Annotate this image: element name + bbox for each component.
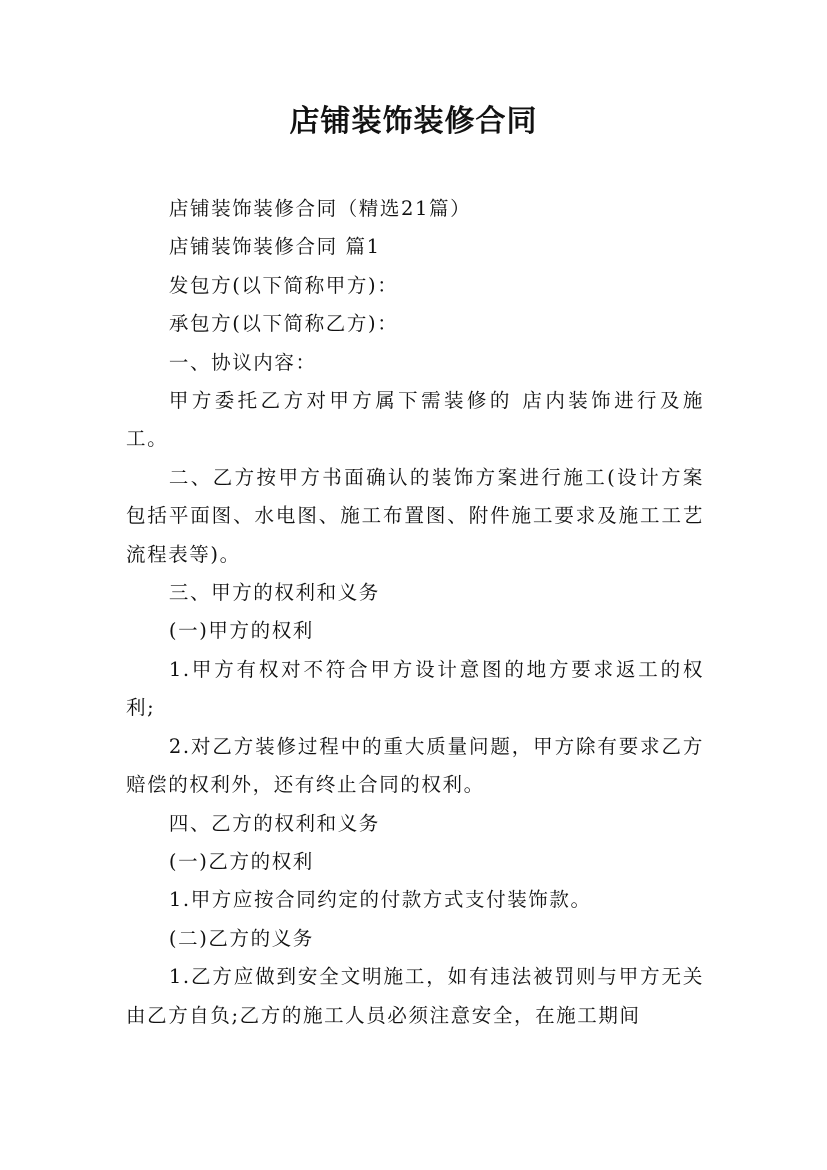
paragraph-party-b-rights-heading: 四、乙方的权利和义务 [168,811,380,835]
paragraph-party-a-rights-subheading: (一)甲方的权利 [168,619,314,643]
paragraph-collection-title: 店铺装饰装修合同（精选21篇） [168,197,472,220]
paragraph-design-plan: 二、乙方按甲方书面确认的装饰方案进行施工(设计方案包括平面图、水电图、施工布置图、附件施工要求及施工工艺流程表等)。 [126,465,704,566]
paragraph-party-a-right-2: 2.对乙方装修过程中的重大质量问题，甲方除有要求乙方赔偿的权利外，还有终止合同的权利。 [126,734,704,797]
paragraph-party-b: 承包方(以下简称乙方)： [168,312,399,336]
paragraph-party-b-duty-1: 1.乙方应做到安全文明施工，如有违法被罚则与甲方无关由乙方自负;乙方的施工人员必须注意安全，在施工期间 [126,965,704,1027]
paragraph-agreement-content: 甲方委托乙方对甲方属下需装修的 店内装饰进行及施工。 [126,389,704,451]
paragraph-section-heading: 店铺装饰装修合同 篇1 [168,235,381,259]
paragraph-agreement-heading: 一、协议内容： [168,350,317,374]
paragraph-party-b-rights-subheading: (一)乙方的权利 [168,849,314,873]
paragraph-party-b-duties-subheading: (二)乙方的义务 [168,926,314,950]
paragraph-party-a-right-1: 1.甲方有权对不符合甲方设计意图的地方要求返工的权利; [126,657,704,720]
document-title: 店铺装饰装修合同 [289,104,538,139]
paragraph-party-a: 发包方(以下简称甲方)： [168,273,399,297]
paragraph-party-b-right-1: 1.甲方应按合同约定的付款方式支付装饰款。 [168,888,592,912]
paragraph-party-a-rights-heading: 三、甲方的权利和义务 [168,581,380,605]
document-body [126,190,704,1035]
